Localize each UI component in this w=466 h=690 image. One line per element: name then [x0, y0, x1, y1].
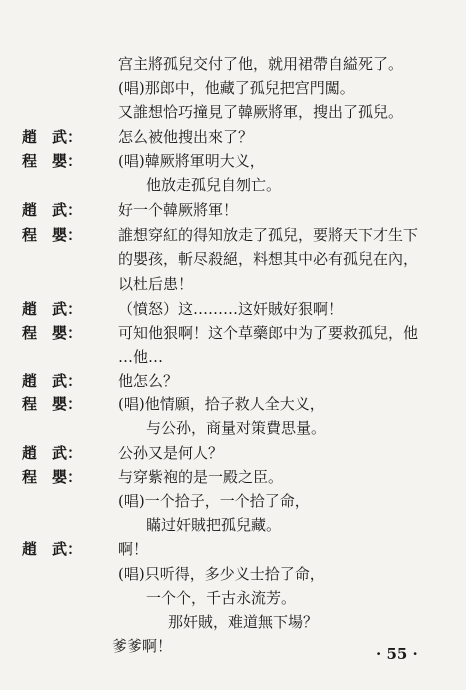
script-line: [0, 77, 466, 99]
script-line: [0, 322, 466, 344]
dialogue-text: 一个个，千古永流芳。: [146, 589, 297, 607]
script-line: [0, 587, 466, 609]
script-line: [0, 273, 466, 295]
dialogue-text: (唱)只听得，多少义士拾了命，: [118, 565, 325, 583]
speaker-name: 程 嬰：: [22, 226, 83, 244]
script-line: [0, 417, 466, 439]
dialogue-text: 啊！: [118, 540, 149, 558]
speaker-name: 趙 武：: [22, 372, 83, 390]
script-line: [0, 199, 466, 221]
script-line: [0, 514, 466, 536]
dialogue-text: 与公孙，商量对策費思量。: [146, 419, 327, 437]
script-line: [0, 248, 466, 270]
script-line: [0, 150, 466, 172]
script-line: [0, 466, 466, 488]
dialogue-text: 又誰想恰巧撞見了韓厥將軍，搜出了孤兒。: [118, 103, 404, 121]
dialogue-text: 可知他狠啊！这个草藥郎中为了要救孤兒，他: [118, 324, 419, 342]
script-line: [0, 174, 466, 196]
speaker-name: 程 嬰：: [22, 152, 83, 170]
script-line: [0, 490, 466, 512]
dialogue-text: 的嬰孩，斬尽殺絕，料想其中必有孤兒在內，: [118, 250, 419, 268]
script-line: [0, 611, 466, 633]
dialogue-text: （憤怒）这………这奸賊好狠啊！: [118, 300, 344, 318]
dialogue-text: (唱)那郎中，他藏了孤兒把宫門闖。: [118, 79, 355, 97]
speaker-name: 趙 武：: [22, 201, 83, 219]
dialogue-text: 誰想穿紅的得知放走了孤兒，要將天下才生下: [118, 226, 419, 244]
script-line: [0, 298, 466, 320]
page-number: · 55 ·: [376, 645, 418, 663]
dialogue-text: 公孙又是何人？: [118, 444, 224, 462]
speaker-name: 程 嬰：: [22, 395, 83, 413]
script-line: [0, 538, 466, 560]
script-line: [0, 563, 466, 585]
script-line: [0, 442, 466, 464]
script-line: [0, 224, 466, 246]
dialogue-text: 以杜后患！: [118, 275, 194, 293]
dialogue-text: 与穿紫袍的是一殿之臣。: [118, 468, 284, 486]
dialogue-text: 瞞过奸賊把孤兒藏。: [146, 516, 282, 534]
dialogue-text: 宫主將孤兒交付了他，就用裙帶自縊死了。: [118, 55, 404, 73]
script-line: [0, 370, 466, 392]
dialogue-text: …他…: [118, 348, 164, 366]
speaker-name: 趙 武：: [22, 128, 83, 146]
speaker-name: 趙 武：: [22, 444, 83, 462]
speaker-name: 趙 武：: [22, 540, 83, 558]
dialogue-text: 好一个韓厥將軍！: [118, 201, 239, 219]
script-line: [0, 101, 466, 123]
speaker-name: 程 嬰：: [22, 468, 83, 486]
script-line: [0, 53, 466, 75]
dialogue-text: (唱)他情願，拾子救人全大义，: [118, 395, 325, 413]
script-line: [0, 346, 466, 368]
dialogue-text: 怎么被他搜出來了？: [118, 128, 254, 146]
dialogue-text: 他放走孤兒自刎亡。: [146, 176, 282, 194]
dialogue-text: 那奸賊，难道無下場？: [168, 613, 319, 631]
dialogue-text: 他怎么？: [118, 372, 179, 390]
speaker-name: 程 嬰：: [22, 324, 83, 342]
speaker-name: 趙 武：: [22, 300, 83, 318]
dialogue-text: 爹爹啊！: [112, 637, 173, 655]
script-line: [0, 393, 466, 415]
dialogue-text: (唱)一个拾子，一个拾了命，: [118, 492, 310, 510]
dialogue-text: (唱)韓厥將軍明大义，: [118, 152, 265, 170]
script-line: [0, 126, 466, 148]
